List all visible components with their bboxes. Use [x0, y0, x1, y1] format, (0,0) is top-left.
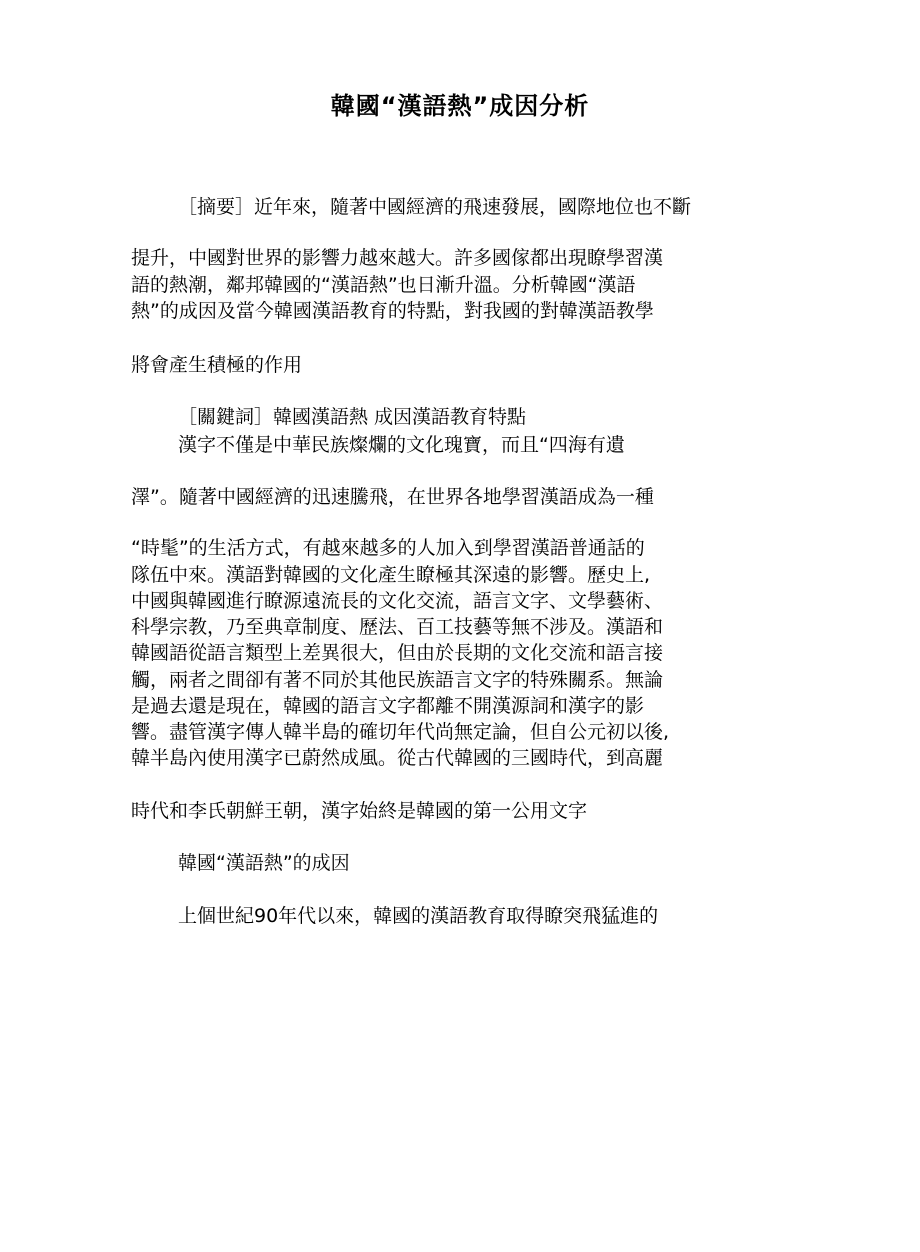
body-line-10: 響。盡管漢字傳人韓半島的確切年代尚無定論，但自公元初以後,: [131, 721, 670, 743]
body-line-11: 韓半島內使用漢字已蔚然成風。從古代韓國的三國時代，到高麗: [131, 747, 664, 769]
abstract-line-5: 將會產生積極的作用: [131, 354, 303, 376]
body-line-3: “時髦”的生活方式，有越來越多的人加入到學習漢語普通話的: [131, 537, 645, 559]
abstract-line-1: ［摘要］近年來，隨著中國經濟的飛速發展，國際地位也不斷: [178, 196, 692, 218]
body-line-2: 澤”。隨著中國經濟的迅速騰飛，在世界各地學習漢語成為一種: [131, 486, 654, 508]
body-line-9: 是過去還是現在，韓國的語言文字都離不開漢源詞和漢字的影: [131, 695, 645, 717]
document-title: 韓國“漢語熱”成因分析: [330, 92, 590, 120]
body-line-5: 中國與韓國進行瞭源遠流長的文化交流，語言文字、文學藝術、: [131, 590, 664, 612]
keywords-line: ［關鍵詞］韓國漢語熱 成因漢語教育特點: [178, 406, 527, 428]
body-line-12: 時代和李氏朝鮮王朝，漢字始終是韓國的第一公用文字: [131, 800, 588, 822]
abstract-line-4: 熱”的成因及當今韓國漢語教育的特點，對我國的對韓漢語教學: [131, 300, 654, 322]
section-heading: 韓國“漢語熱”的成因: [178, 852, 350, 874]
body-line-1: 漢字不僅是中華民族燦爛的文化瑰寶，而且“四海有遺: [178, 434, 625, 456]
body-line-6: 科學宗教，乃至典章制度、歷法、百工技藝等無不涉及。漢語和: [131, 616, 664, 638]
abstract-line-3: 語的熱潮，鄰邦韓國的“漢語熱”也日漸升溫。分析韓國“漢語: [131, 274, 636, 296]
body-line-7: 韓國語從語言類型上差異很大，但由於長期的文化交流和語言接: [131, 642, 664, 664]
body-line-4: 隊伍中來。漢語對韓國的文化產生瞭極其深遠的影響。歷史上,: [131, 564, 651, 586]
abstract-line-2: 提升，中國對世界的影響力越來越大。許多國傢都出現瞭學習漢: [131, 247, 664, 269]
body-line-8: 觸，兩者之間卻有著不同於其他民族語言文字的特殊關系。無論: [131, 669, 664, 691]
section-line-1: 上個世紀90年代以來，韓國的漢語教育取得瞭突飛猛進的: [178, 905, 659, 927]
